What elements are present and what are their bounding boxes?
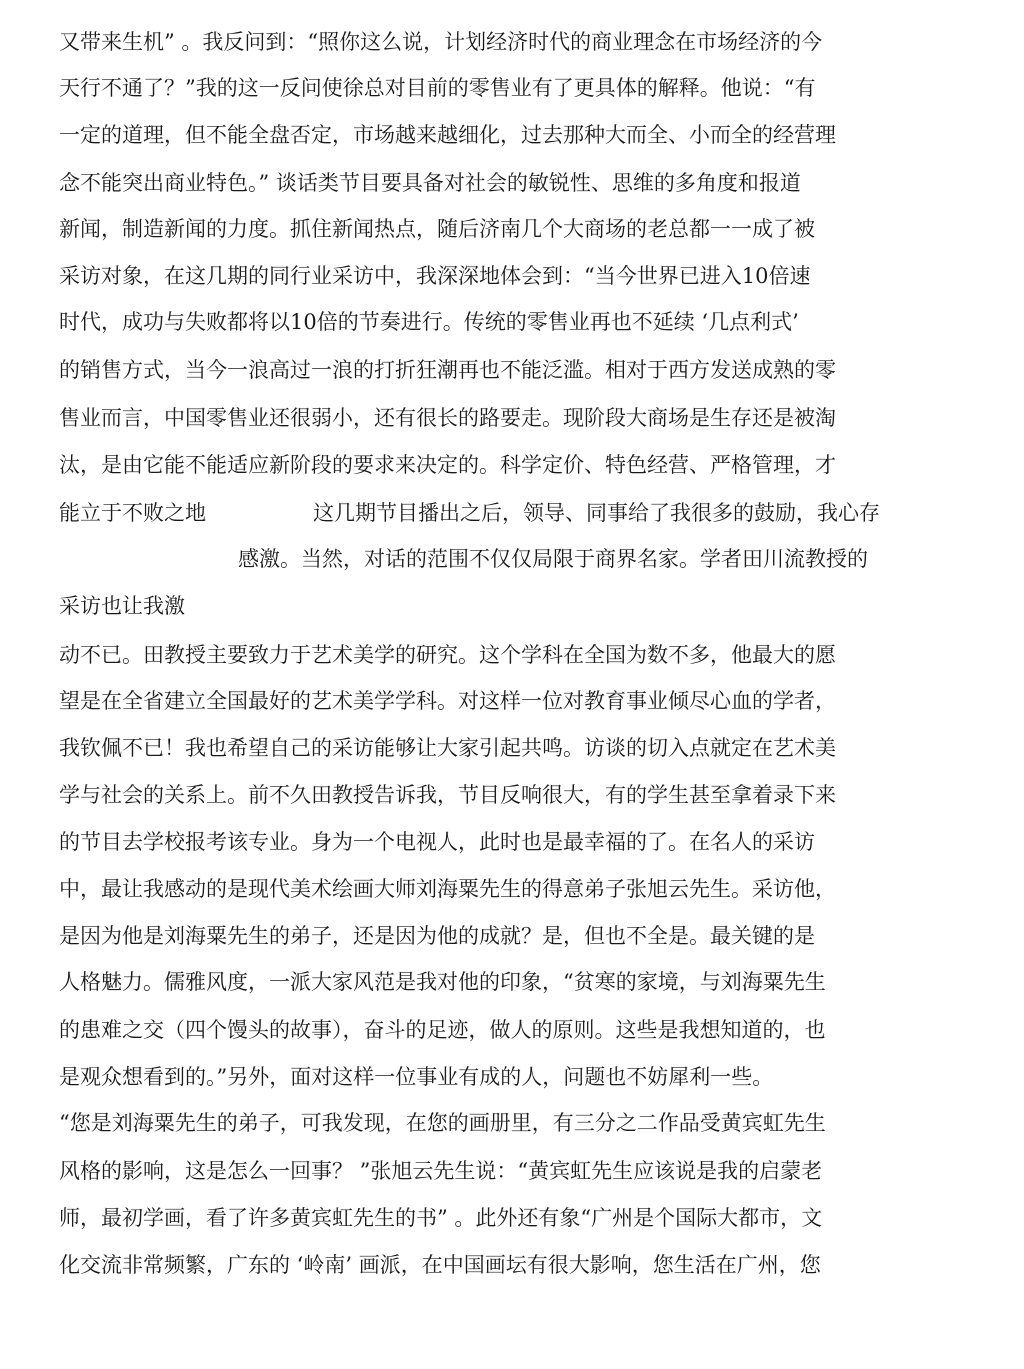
text-line-1: 又带来生机” 。我反问到：“照你这么说，计划经济时代的商业理念在市场经济的今	[59, 30, 823, 54]
text-line-21: 是因为他是刘海粟先生的弟子，还是因为他的成就？是，但也不全是。最关键的是	[59, 924, 815, 948]
text-line-20: 中，最让我感动的是现代美术绘画大师刘海粟先生的得意弟子张旭云先生。采访他，	[59, 877, 836, 901]
text-line-12: 这几期节目播出之后，领导、同事给了我很多的鼓励，我心存	[313, 501, 880, 525]
text-line-16: 望是在全省建立全国最好的艺术美学学科。对这样一位对教育事业倾尽心血的学者，	[59, 689, 836, 713]
text-line-27: 师，最初学画，看了许多黄宾虹先生的书” 。此外还有象“广州是个国际大都市，文	[59, 1206, 823, 1230]
text-line-28: 化交流非常频繁，广东的 ‘岭南’ 画派，在中国画坛有很大影响，您生活在广州，您	[59, 1253, 821, 1277]
text-line-4: 念不能突出商业特色。” 谈话类节目要具备对社会的敏锐性、思维的多角度和报道	[59, 171, 801, 195]
text-line-3: 一定的道理，但不能全盘否定，市场越来越细化，过去那种大而全、小而全的经营理	[59, 123, 836, 147]
text-line-17: 我钦佩不已！我也希望自己的采访能够让大家引起共鸣。访谈的切入点就定在艺术美	[59, 736, 836, 760]
text-line-19: 的节目去学校报考该专业。身为一个电视人，此时也是最幸福的了。在名人的采访	[59, 830, 815, 854]
text-line-24: 是观众想看到的。”另外，面对这样一位事业有成的人，问题也不妨犀利一些。	[59, 1065, 774, 1089]
text-line-26: 风格的影响，这是怎么一回事？ ”张旭云先生说：“黄宾虹先生应该说是我的启蒙老	[59, 1159, 823, 1183]
text-line-10: 汰，是由它能不能适应新阶段的要求来决定的。科学定价、特色经营、严格管理，才	[59, 453, 836, 477]
text-line-22: 人格魅力。儒雅风度，一派大家风范是我对他的印象，“贫寒的家境，与刘海粟先生	[59, 970, 826, 994]
text-line-11: 能立于不败之地	[59, 501, 206, 525]
text-line-18: 学与社会的关系上。前不久田教授告诉我，节目反响很大，有的学生甚至拿着录下来	[59, 783, 836, 807]
text-line-6: 采访对象，在这几期的同行业采访中，我深深地体会到：“当今世界已进入10倍速	[59, 264, 811, 288]
text-line-23: 的患难之交（四个馒头的故事），奋斗的足迹，做人的原则。这些是我想知道的，也	[59, 1018, 826, 1042]
text-line-8: 的销售方式，当今一浪高过一浪的打折狂潮再也不能泛滥。相对于西方发送成熟的零	[59, 358, 836, 382]
text-line-2: 天行不通了？”我的这一反问使徐总对目前的零售业有了更具体的解释。他说：“有	[59, 76, 816, 100]
text-line-5: 新闻，制造新闻的力度。抓住新闻热点，随后济南几个大商场的老总都一一成了被	[59, 217, 815, 241]
text-line-9: 售业而言，中国零售业还很弱小，还有很长的路要走。现阶段大商场是生存还是被淘	[59, 406, 836, 430]
text-line-15: 动不已。田教授主要致力于艺术美学的研究。这个学科在全国为数不多，他最大的愿	[59, 643, 836, 667]
text-line-7: 时代，成功与失败都将以10倍的节奏进行。传统的零售业再也不延续 ‘几点利式’	[59, 310, 799, 334]
text-line-13: 感激。当然，对话的范围不仅仅局限于商界名家。学者田川流教授的	[238, 547, 868, 571]
text-line-14: 采访也让我激	[59, 594, 185, 618]
text-line-25: “您是刘海粟先生的弟子，可我发现，在您的画册里，有三分之二作品受黄宾虹先生	[59, 1111, 826, 1135]
